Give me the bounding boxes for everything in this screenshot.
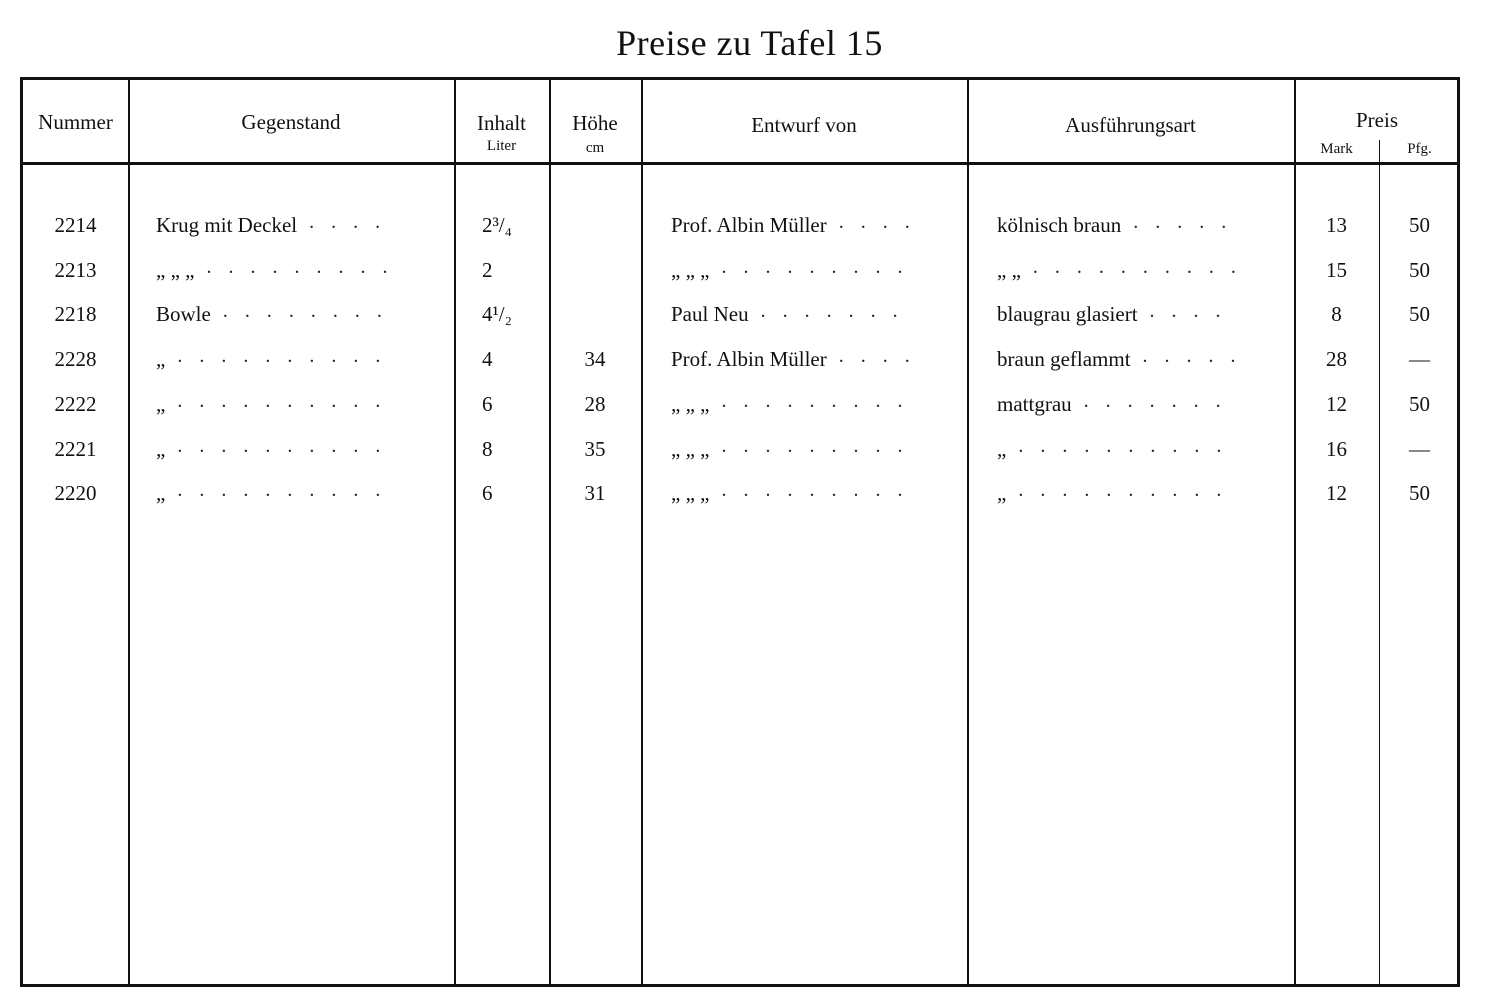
cell-pfg: —: [1409, 436, 1430, 461]
cell-gegenstand: Krug mit Deckel: [156, 213, 298, 237]
cell-inhalt: 6: [482, 481, 493, 506]
dot-leader: . . . . . . . . .: [721, 389, 909, 412]
header-nummer: Nummer: [38, 110, 113, 134]
dot-leader: . . . .: [838, 345, 916, 368]
cell-gegenstand: „ „ „: [156, 257, 195, 282]
dot-leader: . . . .: [838, 211, 916, 233]
dot-leader: . . . . .: [1142, 345, 1242, 368]
dot-leader: . . . . . . . . . .: [177, 434, 387, 457]
cell-ausfuehrung: „: [997, 436, 1007, 461]
dot-leader: . . . . .: [1133, 211, 1233, 233]
cell-nummer: 2220: [54, 481, 97, 506]
dot-leader: . . . . . . . . . .: [1018, 434, 1228, 457]
cell-gegenstand: „: [156, 481, 166, 506]
dot-leader: . . . . . . . . .: [721, 479, 909, 502]
header-hoehe-unit: cm: [585, 140, 605, 156]
cell-entwurf: „ „ „: [671, 257, 710, 282]
header-ausfuehrung: Ausführungsart: [1065, 113, 1196, 137]
cell-ausfuehrung: kölnisch braun: [997, 213, 1122, 237]
cell-inhalt: 8: [482, 436, 493, 461]
dot-leader: . . . . . . . . . .: [177, 479, 387, 502]
cell-gegenstand: „: [156, 347, 166, 372]
cell-entwurf: Paul Neu: [671, 302, 749, 327]
dot-leader: . . . . . . . . . .: [1032, 255, 1242, 278]
dot-leader: . . . . . . . . .: [721, 434, 909, 457]
dot-leader: . . . . . . . . .: [206, 255, 394, 278]
cell-nummer: 2222: [54, 391, 97, 416]
cell-hoehe: 31: [584, 481, 606, 506]
cell-pfg: 50: [1409, 481, 1430, 506]
cell-inhalt: 6: [482, 391, 493, 416]
cell-pfg: 50: [1409, 302, 1430, 327]
cell-entwurf: Prof. Albin Müller: [671, 213, 827, 237]
dot-leader: . . . . . . . . . .: [177, 345, 387, 368]
cell-ausfuehrung: mattgrau: [997, 391, 1072, 416]
cell-pfg: 50: [1409, 213, 1430, 237]
cell-mark: 12: [1326, 481, 1347, 506]
header-rule: [23, 162, 1457, 165]
cell-mark: 8: [1331, 302, 1342, 327]
cell-ausfuehrung: „ „: [997, 257, 1021, 282]
cell-gegenstand: „: [156, 436, 166, 461]
column-divider: [641, 80, 643, 984]
dot-leader: . . . .: [1149, 300, 1227, 323]
cell-ausfuehrung: blaugrau glasiert: [997, 302, 1138, 327]
cell-ausfuehrung: „: [997, 481, 1007, 506]
dot-leader: . . . .: [309, 211, 387, 233]
cell-inhalt: 2: [482, 257, 493, 282]
cell-entwurf: „ „ „: [671, 481, 710, 506]
cell-ausfuehrung: braun geflammt: [997, 347, 1131, 372]
cell-hoehe: 35: [584, 436, 606, 461]
cell-mark: 15: [1326, 257, 1347, 282]
cell-hoehe: 34: [584, 347, 606, 372]
cell-pfg: —: [1409, 347, 1430, 372]
header-pfg: Pfg.: [1407, 141, 1432, 157]
header-hoehe: Höhe: [572, 111, 618, 135]
header-gegenstand: Gegenstand: [241, 110, 341, 134]
header-inhalt: Inhalt: [477, 111, 526, 135]
cell-entwurf: „ „ „: [671, 436, 710, 461]
cell-nummer: 2214: [54, 213, 97, 237]
cell-nummer: 2218: [54, 302, 97, 327]
dot-leader: . . . . . . .: [760, 300, 904, 323]
column-divider: [549, 80, 551, 984]
page-title: Preise zu Tafel 15: [616, 23, 883, 63]
cell-entwurf: Prof. Albin Müller: [671, 347, 827, 372]
cell-mark: 28: [1326, 347, 1347, 372]
column-divider: [454, 80, 456, 984]
cell-nummer: 2221: [54, 436, 97, 461]
header-inhalt-unit: Liter: [486, 138, 517, 154]
header-preis: Preis: [1356, 108, 1398, 132]
cell-mark: 16: [1326, 436, 1347, 461]
cell-nummer: 2213: [54, 257, 97, 282]
column-divider: [128, 80, 130, 984]
cell-inhalt: 2³/₄: [482, 213, 512, 237]
header-mark: Mark: [1320, 141, 1353, 157]
cell-inhalt: 4: [482, 347, 493, 372]
cell-inhalt: 4¹/₂: [482, 302, 512, 327]
cell-entwurf: „ „ „: [671, 391, 710, 416]
dot-leader: . . . . . . . .: [222, 300, 388, 323]
dot-leader: . . . . . . .: [1083, 389, 1227, 412]
cell-mark: 12: [1326, 391, 1347, 416]
column-divider: [967, 80, 969, 984]
dot-leader: . . . . . . . . . .: [177, 389, 387, 412]
header-entwurf: Entwurf von: [751, 113, 857, 137]
cell-pfg: 50: [1409, 257, 1430, 282]
price-table: [20, 77, 1460, 987]
cell-hoehe: 28: [584, 391, 606, 416]
cell-nummer: 2228: [54, 347, 97, 372]
dot-leader: . . . . . . . . . .: [1018, 479, 1228, 502]
cell-pfg: 50: [1409, 391, 1430, 416]
dot-leader: . . . . . . . . .: [721, 255, 909, 278]
cell-gegenstand: Bowle: [156, 302, 211, 327]
cell-mark: 13: [1326, 213, 1347, 237]
cell-gegenstand: „: [156, 391, 166, 416]
